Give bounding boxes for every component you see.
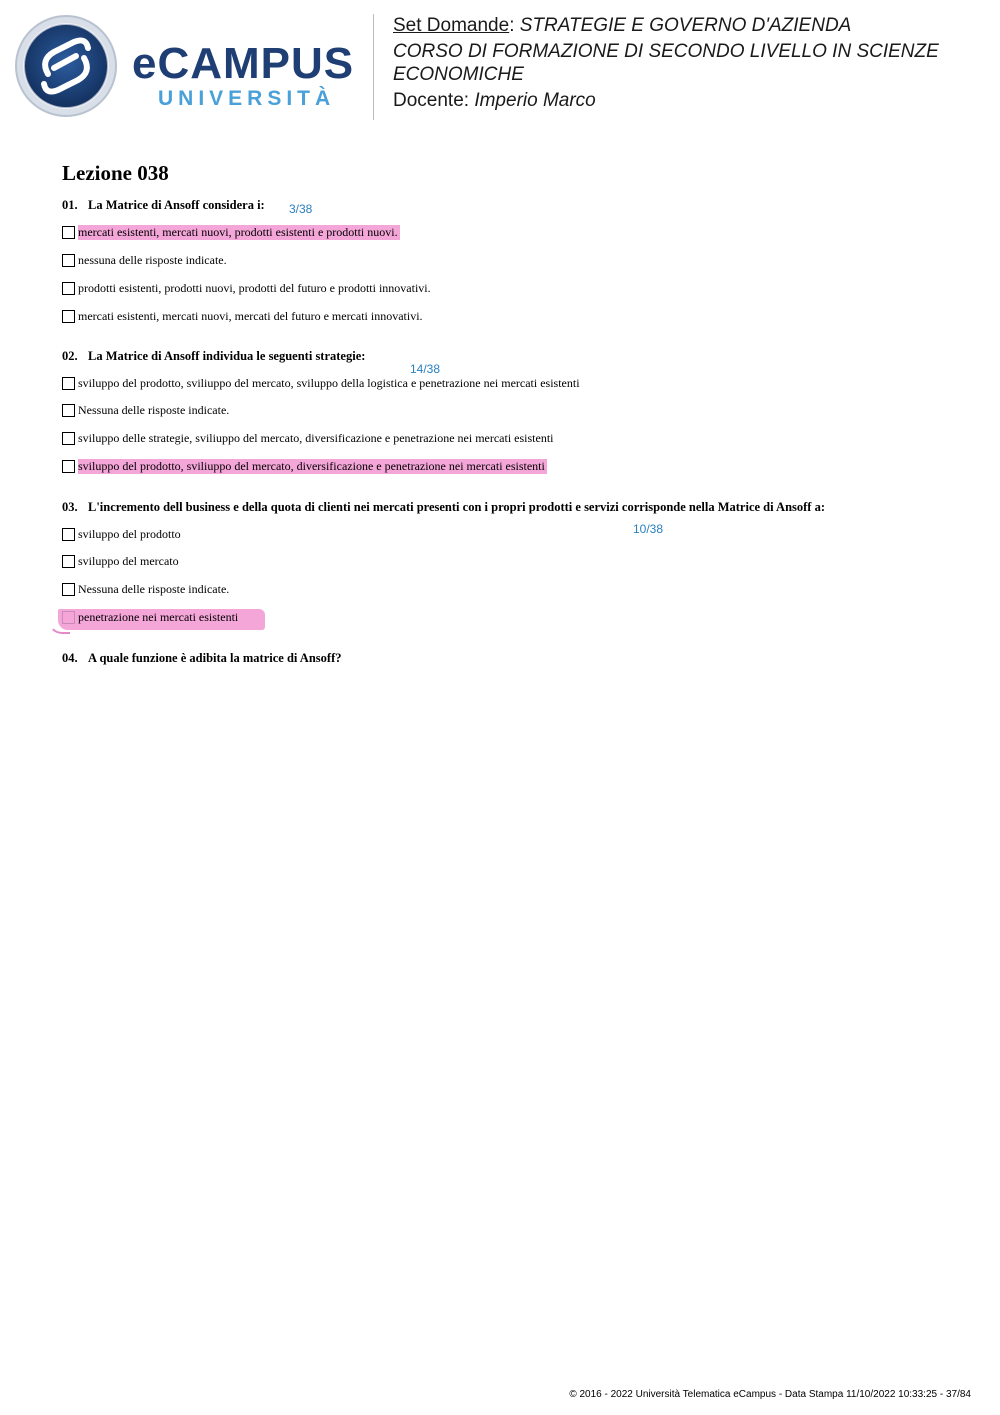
- answer-option[interactable]: penetrazione nei mercati esistenti: [62, 609, 238, 625]
- docente-label: Docente:: [393, 90, 470, 111]
- checkbox-icon[interactable]: [62, 226, 75, 239]
- checkbox-icon[interactable]: [62, 310, 75, 323]
- checkbox-icon[interactable]: [62, 377, 75, 390]
- question-01: 01. La Matrice di Ansoff considera i:: [62, 198, 265, 212]
- question-02: 02. La Matrice di Ansoff individua le seguenti strategie:: [62, 349, 366, 363]
- header-info: [393, 14, 983, 112]
- answer-option[interactable]: prodotti esistenti, prodotti nuovi, prodotti del futuro e prodotti innovativi.: [62, 280, 431, 296]
- answer-option[interactable]: Nessuna delle risposte indicate.: [62, 402, 229, 418]
- checkbox-icon[interactable]: [62, 460, 75, 473]
- answer-option[interactable]: mercati esistenti, mercati nuovi, prodotti esistenti e prodotti nuovi.: [62, 224, 400, 240]
- question-text: A quale funzione è adibita la matrice di Ansoff?: [88, 651, 342, 665]
- question-03: 03. L'incremento dell business e della quota di clienti nei mercati presenti con i propri prodotti e servizi corrisponde nella Matrice di Ansoff a:: [62, 500, 825, 514]
- logo-sub-text: UNIVERSITÀ: [158, 87, 336, 110]
- checkbox-icon[interactable]: [62, 404, 75, 417]
- ecampus-logo: [14, 14, 364, 118]
- header-divider: [373, 14, 374, 120]
- question-text: La Matrice di Ansoff considera i:: [88, 198, 265, 212]
- set-domande-label: Set Domande: [393, 15, 510, 36]
- checkbox-icon[interactable]: [62, 254, 75, 267]
- logo-brand-text: eCAMPUS: [132, 39, 355, 88]
- answer-option[interactable]: mercati esistenti, mercati nuovi, mercati del futuro e mercati innovativi.: [62, 308, 423, 324]
- question-text: La Matrice di Ansoff individua le seguenti strategie:: [88, 349, 366, 363]
- answer-option[interactable]: sviluppo del prodotto, sviliuppo del mercato, sviluppo della logistica e penetrazione nei mercati esistenti: [62, 375, 580, 391]
- logo-wordmark: [132, 39, 355, 112]
- question-text: L'incremento dell business e della quota di clienti nei mercati presenti con i propri prodotti e servizi corrisponde nella Matrice di Ansoff a:: [88, 500, 825, 514]
- answer-option[interactable]: nessuna delle risposte indicate.: [62, 252, 227, 268]
- lesson-title: Lezione 038: [62, 161, 169, 185]
- checkbox-icon[interactable]: [62, 583, 75, 596]
- answer-option[interactable]: sviluppo del prodotto: [62, 526, 181, 542]
- checkbox-icon[interactable]: [62, 555, 75, 568]
- docente-name: Imperio Marco: [474, 90, 596, 111]
- course-title: STRATEGIE E GOVERNO D'AZIENDA: [519, 15, 852, 36]
- answer-option[interactable]: sviluppo del prodotto, sviliuppo del mercato, diversificazione e penetrazione nei mercati esistenti: [62, 458, 547, 474]
- header-course-line: Set Domande: STRATEGIE E GOVERNO D'AZIENDA: [393, 15, 852, 36]
- score-badge: 14/38: [410, 362, 441, 376]
- answer-option[interactable]: sviluppo delle strategie, sviliuppo del mercato, diversificazione e penetrazione nei mercati esistenti: [62, 430, 554, 446]
- answer-option[interactable]: sviluppo del mercato: [62, 553, 179, 569]
- question-04: 04. A quale funzione è adibita la matrice di Ansoff?: [62, 651, 342, 665]
- answer-option[interactable]: Nessuna delle risposte indicate.: [62, 581, 229, 597]
- docente-line: [393, 89, 983, 112]
- checkbox-icon[interactable]: [62, 282, 75, 295]
- checkbox-icon[interactable]: [62, 611, 75, 624]
- ecampus-emblem-icon: [14, 14, 118, 118]
- score-badge: 10/38: [633, 522, 664, 536]
- checkbox-icon[interactable]: [62, 528, 75, 541]
- page-footer: © 2016 - 2022 Università Telematica eCampus - Data Stampa 11/10/2022 10:33:25 - 37/84: [569, 1389, 971, 1400]
- course-subtitle: CORSO DI FORMAZIONE DI SECONDO LIVELLO IN SCIENZE ECONOMICHE: [393, 41, 939, 85]
- checkbox-icon[interactable]: [62, 432, 75, 445]
- score-badge: 3/38: [289, 202, 313, 216]
